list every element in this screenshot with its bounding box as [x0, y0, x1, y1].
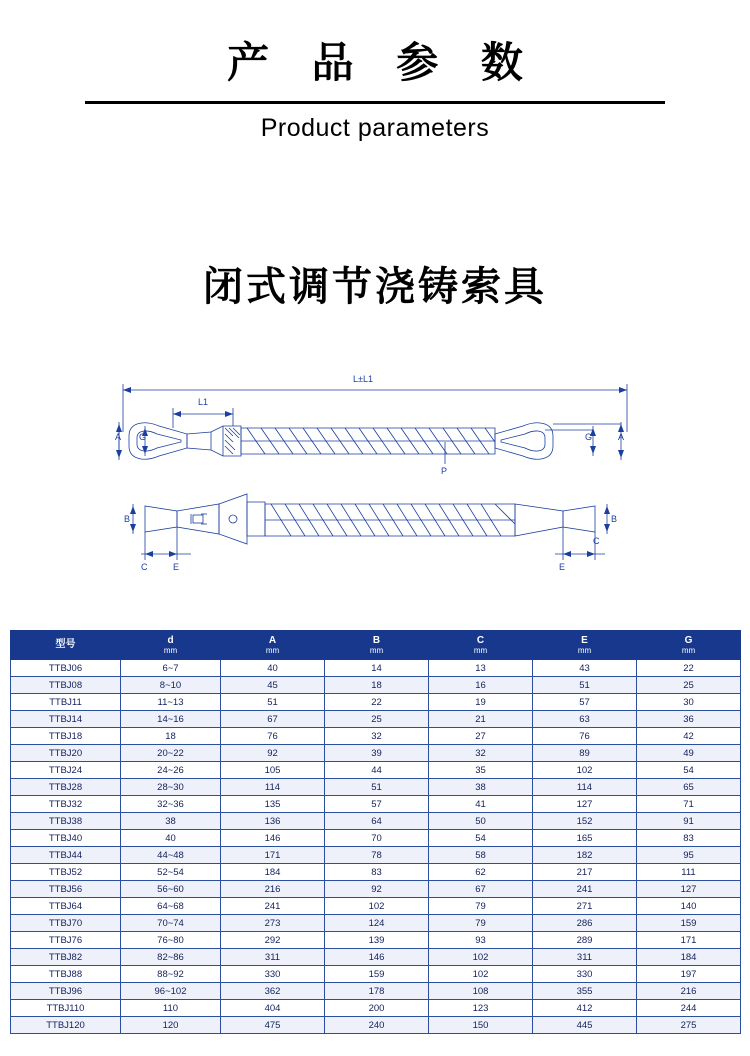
- cell-d: 32~36: [121, 796, 221, 813]
- cell-e: 217: [533, 864, 637, 881]
- table-header-row: [11, 631, 741, 660]
- cell-a: 184: [221, 864, 325, 881]
- cell-model: TTBJ32: [11, 796, 121, 813]
- cell-a: 40: [221, 660, 325, 677]
- dim-label-e-left: E: [173, 562, 180, 573]
- cell-model: TTBJ06: [11, 660, 121, 677]
- column-header-d: [121, 631, 221, 660]
- column-header-a: [221, 631, 325, 660]
- cell-g: 171: [637, 932, 741, 949]
- cell-g: 49: [637, 745, 741, 762]
- column-header-g-name: G: [684, 634, 693, 646]
- cell-e: 114: [533, 779, 637, 796]
- cell-a: 311: [221, 949, 325, 966]
- cell-model: TTBJ18: [11, 728, 121, 745]
- cell-b: 124: [325, 915, 429, 932]
- cell-e: 165: [533, 830, 637, 847]
- cell-a: 216: [221, 881, 325, 898]
- table-row: [11, 949, 741, 966]
- cell-model: TTBJ120: [11, 1017, 121, 1034]
- cell-g: 95: [637, 847, 741, 864]
- cell-e: 241: [533, 881, 637, 898]
- cell-d: 6~7: [121, 660, 221, 677]
- cell-model: TTBJ110: [11, 1000, 121, 1017]
- cell-d: 11~13: [121, 694, 221, 711]
- column-header-a-unit: mm: [265, 646, 280, 656]
- table-row: [11, 864, 741, 881]
- column-header-d-unit: mm: [163, 646, 178, 656]
- specification-table: [10, 630, 741, 1034]
- column-header-a-name: A: [268, 634, 277, 646]
- cell-model: TTBJ52: [11, 864, 121, 881]
- cell-g: 36: [637, 711, 741, 728]
- cell-d: 56~60: [121, 881, 221, 898]
- cell-c: 38: [429, 779, 533, 796]
- cell-g: 71: [637, 796, 741, 813]
- cell-a: 67: [221, 711, 325, 728]
- cell-b: 14: [325, 660, 429, 677]
- product-name: 闭式调节浇铸索具: [203, 264, 547, 311]
- cell-b: 240: [325, 1017, 429, 1034]
- cell-b: 102: [325, 898, 429, 915]
- table-row: [11, 881, 741, 898]
- cell-b: 22: [325, 694, 429, 711]
- dim-label-c-right: C: [593, 536, 600, 547]
- cell-d: 64~68: [121, 898, 221, 915]
- dim-label-overall-length: L±L1: [353, 374, 373, 385]
- cell-d: 96~102: [121, 983, 221, 1000]
- cell-g: 275: [637, 1017, 741, 1034]
- cell-b: 92: [325, 881, 429, 898]
- dim-label-l1: L1: [197, 397, 209, 408]
- cell-model: TTBJ44: [11, 847, 121, 864]
- cell-d: 8~10: [121, 677, 221, 694]
- cell-g: 140: [637, 898, 741, 915]
- cell-g: 91: [637, 813, 741, 830]
- dim-label-b-left: B: [124, 514, 131, 525]
- dim-label-g-right: G: [585, 432, 593, 443]
- table-row: [11, 711, 741, 728]
- cell-d: 110: [121, 1000, 221, 1017]
- cell-b: 83: [325, 864, 429, 881]
- column-header-b-unit: mm: [369, 646, 384, 656]
- column-header-c: [429, 631, 533, 660]
- cell-c: 13: [429, 660, 533, 677]
- cell-b: 64: [325, 813, 429, 830]
- cell-e: 102: [533, 762, 637, 779]
- cell-g: 127: [637, 881, 741, 898]
- cell-a: 404: [221, 1000, 325, 1017]
- table-row: [11, 1017, 741, 1034]
- cell-model: TTBJ40: [11, 830, 121, 847]
- cell-model: TTBJ76: [11, 932, 121, 949]
- cell-e: 271: [533, 898, 637, 915]
- cell-model: TTBJ64: [11, 898, 121, 915]
- cell-d: 20~22: [121, 745, 221, 762]
- cell-b: 57: [325, 796, 429, 813]
- title-divider: [85, 101, 665, 104]
- cell-d: 70~74: [121, 915, 221, 932]
- cell-d: 88~92: [121, 966, 221, 983]
- column-header-c-name: C: [476, 634, 485, 646]
- cell-c: 102: [429, 949, 533, 966]
- cell-model: TTBJ08: [11, 677, 121, 694]
- table-body: [11, 660, 741, 1034]
- cell-e: 57: [533, 694, 637, 711]
- cell-e: 445: [533, 1017, 637, 1034]
- dim-label-a-left: A: [115, 432, 122, 443]
- page-title-en: Product parameters: [260, 114, 490, 143]
- cell-c: 67: [429, 881, 533, 898]
- cell-a: 51: [221, 694, 325, 711]
- dim-label-b-right: B: [611, 514, 618, 525]
- cell-model: TTBJ14: [11, 711, 121, 728]
- cell-e: 89: [533, 745, 637, 762]
- cell-c: 123: [429, 1000, 533, 1017]
- cell-e: 152: [533, 813, 637, 830]
- cell-e: 182: [533, 847, 637, 864]
- cell-c: 50: [429, 813, 533, 830]
- cell-a: 114: [221, 779, 325, 796]
- cell-e: 289: [533, 932, 637, 949]
- cell-d: 52~54: [121, 864, 221, 881]
- cell-b: 32: [325, 728, 429, 745]
- cell-b: 18: [325, 677, 429, 694]
- cell-e: 43: [533, 660, 637, 677]
- cell-e: 63: [533, 711, 637, 728]
- cell-model: TTBJ56: [11, 881, 121, 898]
- table-row: [11, 898, 741, 915]
- cell-d: 38: [121, 813, 221, 830]
- table-row: [11, 745, 741, 762]
- cell-g: 22: [637, 660, 741, 677]
- cell-a: 146: [221, 830, 325, 847]
- cell-c: 102: [429, 966, 533, 983]
- cell-model: TTBJ24: [11, 762, 121, 779]
- cell-g: 216: [637, 983, 741, 1000]
- column-header-b-name: B: [372, 634, 381, 646]
- cell-g: 159: [637, 915, 741, 932]
- page-header: [0, 0, 750, 143]
- table-row: [11, 847, 741, 864]
- cell-e: 330: [533, 966, 637, 983]
- cell-b: 78: [325, 847, 429, 864]
- cell-a: 171: [221, 847, 325, 864]
- cell-b: 159: [325, 966, 429, 983]
- cell-c: 35: [429, 762, 533, 779]
- cell-g: 30: [637, 694, 741, 711]
- table-row: [11, 728, 741, 745]
- cell-c: 21: [429, 711, 533, 728]
- dim-label-g-left: G: [139, 432, 147, 443]
- cell-a: 241: [221, 898, 325, 915]
- table-row: [11, 660, 741, 677]
- cell-g: 54: [637, 762, 741, 779]
- table-header: [11, 631, 741, 660]
- cell-e: 51: [533, 677, 637, 694]
- column-header-c-unit: mm: [473, 646, 488, 656]
- cell-d: 28~30: [121, 779, 221, 796]
- column-header-b: [325, 631, 429, 660]
- cell-c: 93: [429, 932, 533, 949]
- cell-b: 39: [325, 745, 429, 762]
- table-row: [11, 932, 741, 949]
- column-header-g: [637, 631, 741, 660]
- cell-c: 79: [429, 898, 533, 915]
- cell-e: 127: [533, 796, 637, 813]
- table-row: [11, 762, 741, 779]
- cell-c: 32: [429, 745, 533, 762]
- cell-c: 62: [429, 864, 533, 881]
- cell-d: 76~80: [121, 932, 221, 949]
- technical-drawing: [0, 364, 750, 594]
- cell-d: 44~48: [121, 847, 221, 864]
- cell-d: 40: [121, 830, 221, 847]
- table-row: [11, 796, 741, 813]
- column-header-e-unit: mm: [577, 646, 592, 656]
- cell-b: 51: [325, 779, 429, 796]
- cell-a: 475: [221, 1017, 325, 1034]
- cell-e: 76: [533, 728, 637, 745]
- dim-label-a-right: A: [618, 432, 625, 443]
- cell-d: 120: [121, 1017, 221, 1034]
- table-row: [11, 1000, 741, 1017]
- cell-c: 79: [429, 915, 533, 932]
- cell-c: 16: [429, 677, 533, 694]
- cell-c: 150: [429, 1017, 533, 1034]
- cell-b: 44: [325, 762, 429, 779]
- cell-model: TTBJ28: [11, 779, 121, 796]
- dim-label-c-left: C: [141, 562, 148, 573]
- table-row: [11, 677, 741, 694]
- table-row: [11, 983, 741, 1000]
- cell-c: 19: [429, 694, 533, 711]
- cell-a: 273: [221, 915, 325, 932]
- dim-label-e-right: E: [559, 562, 566, 573]
- table-row: [11, 779, 741, 796]
- cell-model: TTBJ11: [11, 694, 121, 711]
- cell-c: 108: [429, 983, 533, 1000]
- column-header-e: [533, 631, 637, 660]
- cell-c: 41: [429, 796, 533, 813]
- cell-b: 139: [325, 932, 429, 949]
- cell-g: 25: [637, 677, 741, 694]
- cell-b: 25: [325, 711, 429, 728]
- cell-model: TTBJ88: [11, 966, 121, 983]
- cell-a: 135: [221, 796, 325, 813]
- cell-d: 14~16: [121, 711, 221, 728]
- cell-d: 24~26: [121, 762, 221, 779]
- dim-label-p: P: [441, 466, 448, 477]
- cell-e: 412: [533, 1000, 637, 1017]
- cell-b: 146: [325, 949, 429, 966]
- cell-a: 105: [221, 762, 325, 779]
- cell-c: 27: [429, 728, 533, 745]
- cell-b: 70: [325, 830, 429, 847]
- table-row: [11, 966, 741, 983]
- cell-c: 54: [429, 830, 533, 847]
- table-row: [11, 813, 741, 830]
- cell-g: 42: [637, 728, 741, 745]
- cell-g: 111: [637, 864, 741, 881]
- column-header-e-name: E: [581, 634, 588, 646]
- cell-g: 184: [637, 949, 741, 966]
- cell-e: 311: [533, 949, 637, 966]
- assembly-diagram-svg: [115, 364, 635, 589]
- cell-model: TTBJ96: [11, 983, 121, 1000]
- specification-table-wrapper: [10, 630, 740, 1034]
- cell-g: 197: [637, 966, 741, 983]
- cell-g: 65: [637, 779, 741, 796]
- cell-model: TTBJ38: [11, 813, 121, 830]
- cell-a: 136: [221, 813, 325, 830]
- cell-e: 286: [533, 915, 637, 932]
- column-header-model: [11, 631, 121, 660]
- column-header-g-unit: mm: [681, 646, 696, 656]
- cell-a: 76: [221, 728, 325, 745]
- cell-g: 83: [637, 830, 741, 847]
- table-row: [11, 830, 741, 847]
- table-row: [11, 694, 741, 711]
- cell-b: 200: [325, 1000, 429, 1017]
- cell-b: 178: [325, 983, 429, 1000]
- cell-a: 45: [221, 677, 325, 694]
- page-title-cn: 产 品 参 数: [227, 38, 537, 87]
- cell-d: 18: [121, 728, 221, 745]
- cell-e: 355: [533, 983, 637, 1000]
- cell-model: TTBJ82: [11, 949, 121, 966]
- column-header-model-name: 型号: [55, 639, 76, 651]
- cell-g: 244: [637, 1000, 741, 1017]
- cell-a: 292: [221, 932, 325, 949]
- cell-model: TTBJ20: [11, 745, 121, 762]
- table-row: [11, 915, 741, 932]
- cell-a: 362: [221, 983, 325, 1000]
- column-header-d-name: d: [167, 634, 174, 646]
- cell-d: 82~86: [121, 949, 221, 966]
- cell-a: 92: [221, 745, 325, 762]
- cell-c: 58: [429, 847, 533, 864]
- cell-model: TTBJ70: [11, 915, 121, 932]
- cell-a: 330: [221, 966, 325, 983]
